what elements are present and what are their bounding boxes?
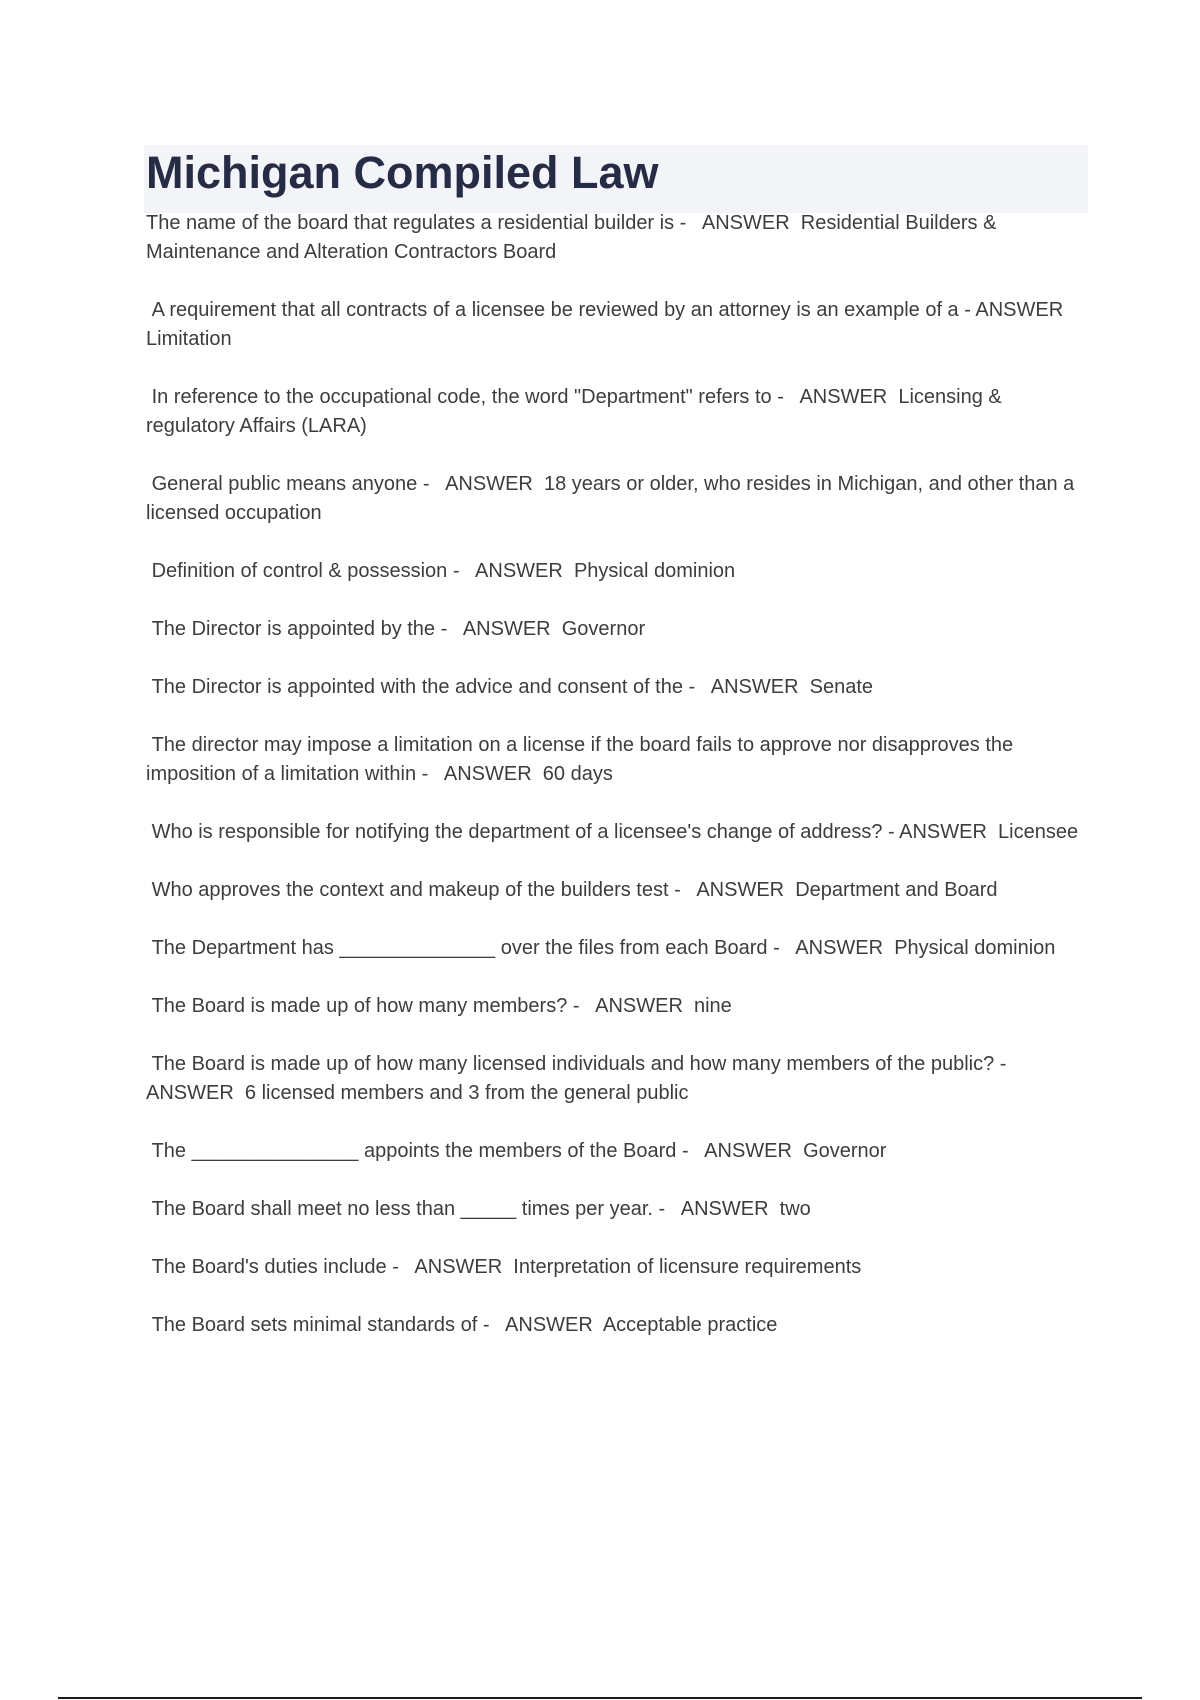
qa-item-5: Definition of control & possession - ANSWER Physical dominion xyxy=(146,560,736,582)
qa-item-12: The Board is made up of how many members? - ANSWER nine xyxy=(146,995,732,1017)
qa-item-15: The Board shall meet no less than _____ times per year. - ANSWER two xyxy=(146,1198,811,1220)
page-title: Michigan Compiled Law xyxy=(146,147,659,198)
qa-item-6: The Director is appointed by the - ANSWER Governor xyxy=(146,618,646,640)
footer-rule xyxy=(58,1697,1142,1699)
qa-item-8: The director may impose a limitation on a license if the board fails to approve nor disapproves the imposition of a limitation within - ANSWER 60 days xyxy=(146,734,1019,785)
qa-item-1: The name of the board that regulates a residential builder is - ANSWER Residential Builders & Maintenance and Alteration Contractors Board xyxy=(146,212,1002,263)
qa-item-7: The Director is appointed with the advice and consent of the - ANSWER Senate xyxy=(146,676,874,698)
qa-list xyxy=(146,209,1096,1369)
qa-item-16: The Board's duties include - ANSWER Interpretation of licensure requirements xyxy=(146,1256,862,1278)
qa-item-14: The _______________ appoints the members of the Board - ANSWER Governor xyxy=(146,1140,887,1162)
qa-item-4: General public means anyone - ANSWER 18 years or older, who resides in Michigan, and other than a licensed occupation xyxy=(146,473,1080,524)
qa-item-17: The Board sets minimal standards of - ANSWER Acceptable practice xyxy=(146,1314,778,1336)
qa-item-2: A requirement that all contracts of a licensee be reviewed by an attorney is an example of a - ANSWER Limitation xyxy=(146,299,1075,350)
qa-item-13: The Board is made up of how many licensed individuals and how many members of the public? - ANSWER 6 licensed members and 3 from the general public xyxy=(146,1053,1023,1104)
qa-item-10: Who approves the context and makeup of the builders test - ANSWER Department and Board xyxy=(146,879,998,901)
qa-item-9: Who is responsible for notifying the department of a licensee's change of address? - ANSWER Licensee xyxy=(146,821,1079,843)
qa-item-11: The Department has ______________ over the files from each Board - ANSWER Physical dominion xyxy=(146,937,1056,959)
qa-item-3: In reference to the occupational code, the word "Department" refers to - ANSWER Licensing & regulatory Affairs (LARA) xyxy=(146,386,1008,437)
